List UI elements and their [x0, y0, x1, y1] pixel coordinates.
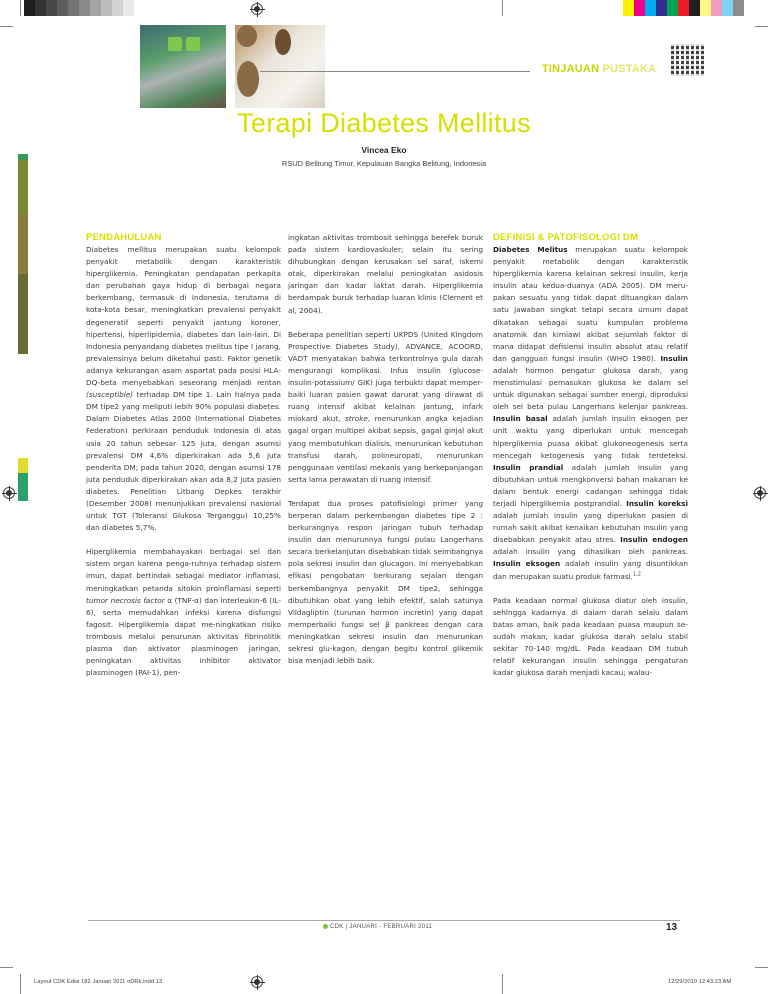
- color-swatch: [711, 0, 722, 16]
- registration-mark-icon: [251, 3, 263, 15]
- text: terhadap DM tipe 1. Lain halnya pada DM tipe2 yang meliputi lebih 90% populasi diabetes. Dalam Diabetes Atlas 2000 (International Diabetes Federation) perkiraan penduduk Indonesia di atas usia 20 tahun sebesar 125 juta, dengan asumsi prevalensi DM 4,6% diperkirakan ada 5,6 juta penderita DM; pada tahun 2020, dengan asumsi 178 juta penduduk diperkirakan akan ada 8,2 juta pasien diabetes. Penelitian Litbang Depkes terakhir (Desember 2008) menunjukkan prevalensi nasional untuk TGT (Toleransi Glukosa Terganggu) 10,25% dan diabetes 5,7%.: [86, 390, 281, 533]
- text: adalah jumlah insulin eksogen per unit waktu yang diperlukan untuk mencegah hiperglikemia puasa akibat glukoneogenesis serta mencegah ketogenesis yang tidak terdeteksi.: [493, 414, 688, 460]
- section-tag: [542, 63, 656, 75]
- lab-equipment-photo: [140, 25, 226, 108]
- section-heading-definisi: DEFINISI & PATOFISOLOGI DM: [493, 232, 639, 243]
- journal-footer: [323, 924, 432, 930]
- article-author: Vincea Eko: [361, 145, 407, 155]
- crop-mark: [755, 26, 768, 27]
- color-swatch: [79, 0, 90, 16]
- column-3: [493, 232, 688, 691]
- paragraph: [288, 329, 483, 486]
- text: Hiperglikemia membahayakan berbagai sel dan sistem organ karena penga-ruhnya terhadap sistem imun, dapat bertindak sebagai mediator inflamasi, meningkatkan petanda sitokin proinflamasi seperti: [86, 547, 281, 593]
- crop-mark: [0, 967, 13, 968]
- color-swatch: [678, 0, 689, 16]
- color-swatch: [700, 0, 711, 16]
- italic-term: (susceptible): [86, 390, 134, 400]
- paragraph: Terdapat dua proses patofisiologi primer yang berperan dalam perkembangan diabetes tipe 2 : berkurangnya respon jaringan tubuh terhadap insulin dan menurunnya fungsi pulau Langerhans secara berkelanjutan disebabkan tidak seimbangnya pola sekresi insulin dan glucagon. Ini menyebabkan efikasi pengobatan berkurang sejalan dengan berkembangnya penyakit DM tipe2, sehingga dibutuhkan obat yang lebih efektif, salah satunya Vildagliptin (turunan hormon incretin) yang dapat memperbaiki fungsi sel β pankreas dengan cara meningkatkan sekresi insulin dan menurunkan sekresi glu-kagon, dengan begitu kontrol glikemik bisa menjadi lebih baik.: [288, 498, 483, 666]
- text: adalah jumlah insulin yang dibutuhkan untuk mengkonversi bahan makanan ke dalam bentuk energi cadangan sehingga tidak terjadi hiperglikemia postprandial.: [493, 462, 688, 508]
- color-swatch: [24, 0, 35, 16]
- text: Beberapa penelitian seperti UKPDS (United Kingdom Prospective Diabetes Study), ADVANCE, ACOORD, VADT menyatakan bahwa terkontrolnya gula darah mengurangi komplikasi. Infus insulin (glucose-insulin-potassium/ GIK) juga terbukti dapat memperbaiki luaran pasien gawat darurat yang dirawat di ruang intensif akibat kelainan jantung, infark miokard akut,: [288, 329, 483, 424]
- color-swatch: [101, 0, 112, 16]
- registration-mark-icon: [3, 487, 15, 499]
- color-swatch: [68, 0, 79, 16]
- color-swatch: [123, 0, 134, 16]
- slug-timestamp: 12/29/2010 12:43:23 AM: [668, 979, 732, 985]
- color-swatch: [656, 0, 667, 16]
- color-swatch: [90, 0, 101, 16]
- text: Diabetes mellitus merupakan suatu kelompok penyakit metabolik dengan karakteristik hiperglikemia. Peningkatan pendapatan perkapita dan perubahan gaya hidup di berbagai negara berkembang, termasuk di Indonesia, terutama di kota-kota besar, meningkatkan prevalensi penyakit degeneratif seperti penyakit jantung koroner, hipertensi, hiperlipidemia, diabetes dan lain-lain. Di Indonesia penyandang diabetes melitus tipe I jarang, prevalensinya belum diketahui pasti. Faktor genetik adanya kekurangan asam aspartat pada posisi HLA-DQ-beta menyebabkan seseorang menjadi rentan: [86, 245, 281, 388]
- text: adalah hormon pengatur glukosa darah, yang menstimulasi pemasukan glukosa ke dalam sel untuk digunakan sebagai sumber energi, diproduksi oleh sel beta pulau Langerhans kelenjar pankreas.: [493, 365, 688, 412]
- text: merupakan suatu kelompok penyakit metabolik dengan karakteristik hiperglikemia karena kelainan sekresi insulin, kerja insulin atau kedua-duanya (ADA 2005). DM merupakan sesuatu yang tidak dapat dituangkan dalam satu jawaban singkat tetapi secara umum dapat dikatakan sebagai suatu kumpulan problema anatomik dan kimiawi akibat sejumlah faktor di mana didapat defisiensi insulin absolut atau relatif dan gangguan fungsi insulin (WHO 1980).: [493, 245, 688, 363]
- qr-code-icon[interactable]: [671, 44, 705, 76]
- side-color-strip: [18, 154, 28, 354]
- header-rule: [260, 71, 530, 72]
- section-tag-primary: TINJAUAN: [542, 63, 600, 75]
- paragraph: [86, 244, 281, 534]
- paragraph: Pada keadaan normal glukosa diatur oleh insulin, sehingga kadarnya di dalam darah selalu dalam batas aman, baik pada keadaan puasa maupun sesudah makan; kadar glukosa darah selalu stabil sekitar 70-140 mg/dL. Pada keadaan DM tubuh relatif kekurangan insulin sehingga pengaturan kadar glukosa darah menjadi kacau; walau-: [493, 595, 688, 678]
- scientists-photo: [235, 25, 325, 108]
- color-swatch: [733, 0, 744, 16]
- photo-detail: [186, 37, 200, 51]
- text: α (TNF-α) dan interleukin-6 (IL-6), serta memudahkan infeksi karena disfungsi fagosit. Hiperglikemia dapat me-ningkatkan risiko trombosis melalui penurunan aktivitas fibrinolitik plasma dan aktivator plasminogen jaringan, peningkatan aktivitas inhibitor aktivator plasminogen (PAI-1), pen-: [86, 595, 281, 678]
- term: Insulin prandial: [493, 462, 564, 472]
- crop-mark: [755, 967, 768, 968]
- color-swatch: [634, 0, 645, 16]
- section-heading-pendahuluan: PENDAHULUAN: [86, 232, 162, 243]
- color-swatch: [645, 0, 656, 16]
- side-tab-yellow: [18, 458, 28, 473]
- crop-mark: [502, 0, 503, 16]
- term: Insulin koreksi: [626, 498, 688, 508]
- column-2: [288, 232, 483, 679]
- color-swatch: [623, 0, 634, 16]
- color-swatch: [689, 0, 700, 16]
- term: Insulin basal: [493, 414, 548, 424]
- paragraph: ingkatan aktivitas trombosit sehingga berefek buruk pada sistem kardiovaskuler; selain itu sering dihubungkan dengan kerusakan sel saraf, iskemi otak, diperkirakan melalui peningkatan asidosis jaringan dan kadar laktat darah. Hiperglikemia berdampak buruk terhadap luaran klinis (Clement et al, 2004).: [288, 233, 483, 315]
- registration-mark-icon: [251, 976, 263, 988]
- registration-mark-icon: [754, 487, 766, 499]
- color-swatch: [35, 0, 46, 16]
- process-color-bar: [623, 0, 744, 16]
- photo-detail: [237, 25, 257, 47]
- term: Insulin: [660, 353, 688, 363]
- text: adalah insulin yang disuntikkan dan merupakan suatu produk farmasi.: [493, 559, 688, 581]
- section-tag-secondary: PUSTAKA: [599, 63, 657, 75]
- italic-term: stroke: [344, 414, 368, 424]
- term: Insulin eksogen: [493, 559, 561, 569]
- color-swatch: [722, 0, 733, 16]
- text: adalah jumlah insulin yang diperlukan pasien di rumah sakit akibat kenaikan kebutuhan insulin yang disebabkan penyakit atau stres.: [493, 511, 688, 545]
- grayscale-color-bar: [24, 0, 145, 16]
- article-title: Terapi Diabetes Mellitus: [237, 108, 531, 138]
- footer-rule: [88, 920, 680, 921]
- page-number: 13: [666, 922, 678, 933]
- reference-superscript: 1,2: [632, 571, 641, 578]
- text: , menurunkan angka kejadian gagal organ multipel akibat sepsis, gagal ginjal akut yang membutuhkan dialisis, menurunkan kebutuhan transfusi darah, polineuropati, menurunkan penggunaan ventilasi mekanis yang berkepanjangan serta lama perawatan di ruang intensif.: [288, 414, 483, 484]
- photo-detail: [237, 61, 259, 97]
- color-swatch: [134, 0, 145, 16]
- crop-mark: [20, 0, 21, 16]
- term: Insulin endogen: [620, 535, 688, 545]
- text: adalah insulin yang dihasilkan oleh pankreas.: [493, 547, 688, 557]
- crop-mark: [20, 974, 21, 994]
- paragraph: [86, 546, 281, 679]
- author-affiliation: RSUD Belitung Timur, Kepulauan Bangka Belitung, Indonesia: [281, 159, 487, 168]
- crop-mark: [0, 26, 13, 27]
- side-tab-green: [18, 473, 28, 501]
- slug-filename: Layout CDK Edisi 182 Januari 2011 oDRk.indd 13: [34, 979, 163, 985]
- color-swatch: [667, 0, 678, 16]
- bullet-icon: [323, 924, 328, 929]
- crop-mark: [502, 974, 503, 994]
- color-swatch: [112, 0, 123, 16]
- column-1: [86, 232, 281, 691]
- color-swatch: [46, 0, 57, 16]
- photo-detail: [168, 37, 182, 51]
- photo-detail: [275, 29, 291, 55]
- paragraph: [493, 244, 688, 583]
- journal-issue: CDK | JANUARI - FEBRUARI 2011: [330, 924, 433, 931]
- italic-term: tumor necrosis factor: [86, 595, 165, 605]
- term: Diabetes Melitus: [493, 245, 568, 254]
- color-swatch: [57, 0, 68, 16]
